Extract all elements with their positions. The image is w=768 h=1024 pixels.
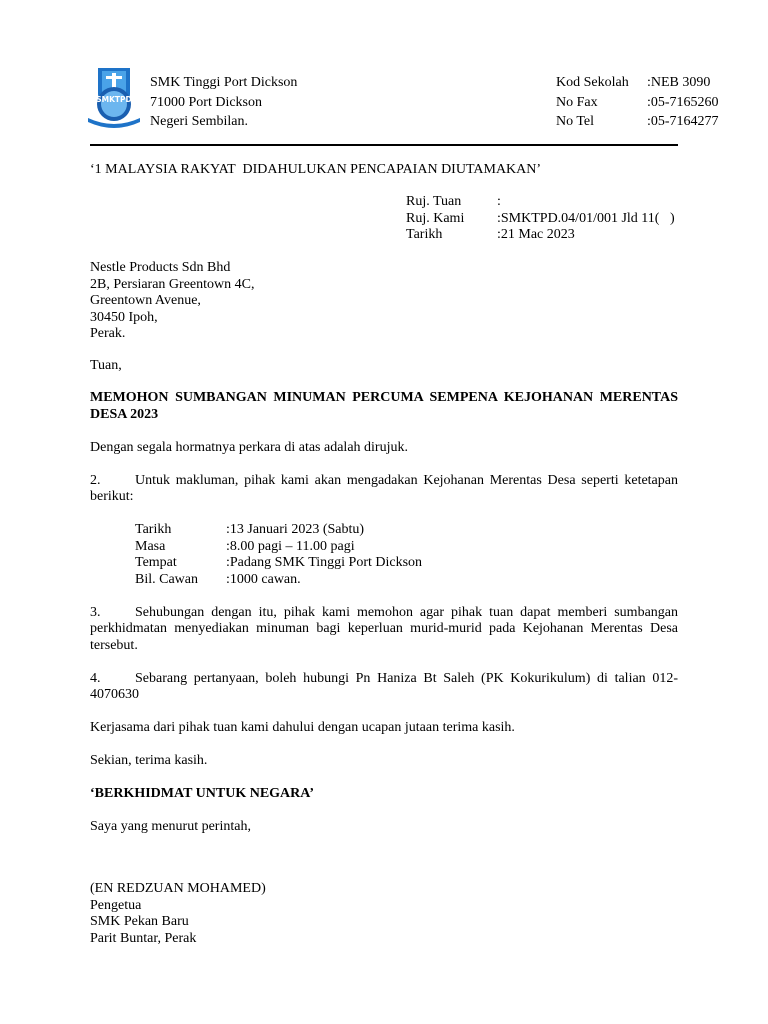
signatory-location: Parit Buntar, Perak [90, 930, 197, 946]
motto: ‘BERKHIDMAT UNTUK NEGARA’ [90, 786, 315, 801]
detail-value: :13 Januari 2023 (Sabtu) [226, 522, 365, 537]
closing-paragraph: Kerjasama dari pihak tuan kami dahului dengan ucapan jutaan terima kasih. [90, 720, 515, 735]
salutation: Tuan, [90, 358, 122, 373]
contact-label: No Fax [556, 94, 598, 110]
paragraph-text: Untuk makluman, pihak kami akan mengadakan Kejohanan Merentas Desa seperti ketetapan berikut: [90, 472, 678, 504]
paragraph-3 [90, 605, 678, 655]
contact-value: :05-7165260 [647, 94, 719, 110]
letter-body [90, 390, 678, 836]
reference-label: Tarikh [406, 227, 443, 242]
detail-value: :1000 cawan. [226, 571, 301, 587]
reference-row [406, 227, 675, 244]
recipient-line: 30450 Ipoh, [90, 309, 158, 325]
recipient-line: Perak. [90, 326, 126, 341]
school-postcode-city: 71000 Port Dickson [150, 94, 262, 110]
reference-value: : [497, 194, 501, 209]
school-state: Negeri Sembilan. [150, 114, 248, 129]
reference-value: :21 Mac 2023 [497, 227, 575, 242]
detail-value: :Padang SMK Tinggi Port Dickson [226, 555, 423, 570]
letter-subject: MEMOHON SUMBANGAN MINUMAN PERCUMA SEMPENA KEJOHANAN MERENTAS DESA 2023 [90, 390, 678, 422]
recipient-line: Greentown Avenue, [90, 293, 201, 308]
detail-row [135, 555, 678, 572]
paragraph-text: Sebarang pertanyaan, boleh hubungi Pn Haniza Bt Saleh (PK Kokurikulum) di talian 012-4070630 [90, 670, 678, 702]
detail-label: Tarikh [135, 522, 172, 537]
header-divider [90, 144, 678, 146]
reference-block [406, 194, 675, 244]
school-contact [556, 73, 719, 132]
school-logo [86, 64, 142, 130]
contact-value: :05-7164277 [647, 114, 719, 129]
reference-label: Ruj. Tuan [406, 194, 462, 209]
paragraph-number: 2. [90, 472, 101, 488]
school-name: SMK Tinggi Port Dickson [150, 75, 298, 90]
paragraph-text: Sehubungan dengan itu, pihak kami memohon agar pihak tuan dapat memberi sumbangan perkhidmatan menyediakan minuman bagi keperluan murid-murid pada Kejohanan Merentas Desa tersebut. [90, 604, 678, 653]
contact-row [556, 73, 719, 93]
opening-paragraph: Dengan segala hormatnya perkara di atas adalah dirujuk. [90, 439, 408, 455]
closing-thanks: Sekian, terima kasih. [90, 753, 208, 768]
detail-row [135, 522, 678, 539]
event-details [135, 522, 678, 588]
paragraph-2 [90, 473, 678, 506]
detail-row [135, 572, 678, 589]
paragraph-number: 3. [90, 604, 101, 620]
signatory-school: SMK Pekan Baru [90, 914, 189, 929]
detail-label: Masa [135, 538, 166, 554]
signatory-title: Pengetua [90, 897, 142, 913]
logo-text: SMKTPD [96, 95, 132, 104]
signature-block [90, 881, 266, 947]
paragraph-4 [90, 671, 678, 704]
contact-value: :NEB 3090 [647, 75, 711, 90]
reference-row [406, 211, 675, 228]
contact-row [556, 112, 719, 132]
detail-label: Tempat [135, 555, 177, 570]
recipient-address [90, 260, 254, 343]
reference-value: :SMKTPD.04/01/001 Jld 11( ) [497, 210, 675, 226]
paragraph-number: 4. [90, 670, 101, 686]
recipient-line: Nestle Products Sdn Bhd [90, 260, 231, 275]
yours-faithfully: Saya yang menurut perintah, [90, 819, 251, 834]
detail-label: Bil. Cawan [135, 571, 198, 587]
detail-row [135, 539, 678, 556]
school-address [150, 73, 297, 132]
reference-label: Ruj. Kami [406, 210, 465, 226]
reference-row [406, 194, 675, 211]
detail-value: :8.00 pagi – 11.00 pagi [226, 538, 355, 554]
signatory-name: (EN REDZUAN MOHAMED) [90, 881, 266, 896]
contact-label: Kod Sekolah [556, 75, 629, 90]
contact-label: No Tel [556, 114, 595, 129]
slogan: ‘1 MALAYSIA RAKYAT DIDAHULUKAN PENCAPAIAN DIUTAMAKAN’ [90, 162, 542, 177]
contact-row [556, 93, 719, 113]
recipient-line: 2B, Persiaran Greentown 4C, [90, 276, 255, 292]
